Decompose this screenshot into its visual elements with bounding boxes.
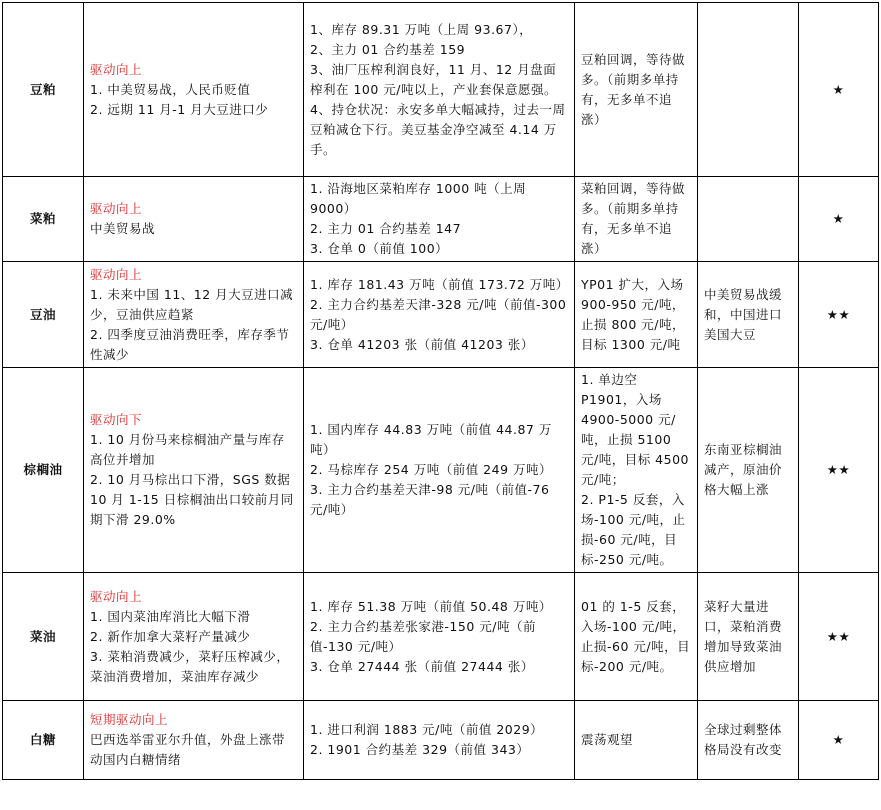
risk-cell (698, 573, 799, 701)
strategy-line: 豆粕回调，等待做多。（前期多单持有，无多单不追涨） (581, 51, 686, 127)
star-rating: ★★ (799, 573, 879, 701)
data-line: 2. 1901 合约基差 329（前值 343） (310, 742, 530, 757)
data-cell (304, 573, 575, 701)
strategy-line: 01 的 1-5 反套，入场-100 元/吨，止损-60 元/吨，目标-200 元/吨。 (581, 598, 691, 674)
strategy-cell (575, 573, 698, 701)
data-line: 2. 马棕库存 254 万吨（前值 249 万吨） (310, 462, 553, 477)
strategy-line: 菜粕回调，等待做多。（前期多单持有，无多单不追涨） (581, 181, 686, 256)
table-row (3, 262, 879, 368)
data-cell (304, 3, 575, 177)
risk-cell (698, 701, 799, 780)
strategy-cell (575, 368, 698, 573)
star-rating: ★ (799, 701, 879, 780)
commodity-name: 豆油 (3, 262, 84, 368)
star-rating: ★ (799, 177, 879, 262)
driver-line: 2. 远期 11 月-1 月大豆进口少 (90, 101, 269, 117)
driver-line: 1. 国内菜油库消比大幅下滑 (90, 608, 251, 624)
driver-cell (84, 3, 304, 177)
driver-line: 巴西选举雷亚尔升值，外盘上涨带动国内白糖情绪 (90, 732, 286, 767)
strategy-line: 1. 单边空 P1901，入场 4900-5000 元/吨，止损 5100 元/吨，目标 4500 元/吨； (581, 372, 689, 487)
driver-cell (84, 262, 304, 368)
risk-line: 菜籽大量进口，菜粕消费增加导致菜油供应增加 (704, 598, 783, 674)
star-rating: ★ (799, 3, 879, 177)
data-cell (304, 368, 575, 573)
driver-line: 1. 中美贸易战，人民币贬值 (90, 81, 251, 97)
commodity-name: 菜油 (3, 573, 84, 701)
risk-cell (698, 177, 799, 262)
risk-cell (698, 368, 799, 573)
strategy-line: 震荡观望 (581, 732, 634, 747)
driver-line: 1. 未来中国 11、12 月大豆进口减少，豆油供应趋紧 (90, 286, 294, 322)
data-line: 1. 进口利润 1883 元/吨（前值 2029） (310, 722, 544, 737)
data-line: 1. 库存 181.43 万吨（前值 173.72 万吨） (310, 276, 569, 292)
commodity-name: 豆粕 (3, 3, 84, 177)
drive-direction: 驱动向上 (90, 588, 143, 604)
strategy-cell (575, 3, 698, 177)
data-line: 1. 库存 51.38 万吨（前值 50.48 万吨） (310, 598, 552, 614)
data-line: 2. 主力合约基差天津-328 元/吨（前值-300 元/吨） (310, 296, 567, 332)
driver-line: 中美贸易战 (90, 221, 156, 236)
commodity-strategy-table (2, 2, 879, 780)
strategy-cell (575, 177, 698, 262)
data-line: 2、主力 01 合约基差 159 (310, 41, 466, 57)
driver-line: 2. 10 月马棕出口下滑，SGS 数据 10 月 1-15 日棕榈油出口较前月同期下滑 29.0% (90, 472, 294, 527)
table-row (3, 368, 879, 573)
table-row (3, 701, 879, 780)
risk-line: 全球过剩整体格局没有改变 (704, 722, 783, 757)
drive-direction: 驱动向上 (90, 266, 143, 282)
risk-cell (698, 3, 799, 177)
driver-line: 3. 菜粕消费减少，菜籽压榨减少，菜油消费增加，菜油库存减少 (90, 648, 290, 684)
data-line: 3、油厂压榨利润良好，11 月、12 月盘面榨利在 100 元/吨以上，产业套保意愿强。 (310, 61, 558, 97)
drive-direction: 短期驱动向上 (90, 712, 169, 727)
table-row (3, 3, 879, 177)
data-cell (304, 177, 575, 262)
star-rating: ★★ (799, 368, 879, 573)
drive-direction: 驱动向上 (90, 61, 143, 77)
data-line: 2. 主力 01 合约基差 147 (310, 221, 462, 236)
table-row (3, 573, 879, 701)
driver-line: 1. 10 月份马来棕榈油产量与库存高位并增加 (90, 432, 285, 467)
data-cell (304, 701, 575, 780)
star-rating: ★★ (799, 262, 879, 368)
risk-cell (698, 262, 799, 368)
data-line: 3. 主力合约基差天津-98 元/吨（前值-76 元/吨） (310, 482, 550, 517)
driver-line: 2. 四季度豆油消费旺季，库存季节性减少 (90, 326, 290, 362)
commodity-name: 菜粕 (3, 177, 84, 262)
data-cell (304, 262, 575, 368)
driver-cell (84, 368, 304, 573)
data-line: 2. 主力合约基差张家港-150 元/吨（前值-130 元/吨） (310, 618, 536, 654)
driver-cell (84, 177, 304, 262)
commodity-name: 白糖 (3, 701, 84, 780)
strategy-line: YP01 扩大，入场 900-950 元/吨，止损 800 元/吨，目标 1300 元/吨 (581, 276, 686, 352)
driver-cell (84, 701, 304, 780)
data-line: 3. 仓单 27444 张（前值 27444 张） (310, 658, 534, 674)
risk-line: 中美贸易战缓和，中国进口美国大豆 (704, 286, 783, 342)
commodity-name: 棕榈油 (3, 368, 84, 573)
drive-direction: 驱动向上 (90, 201, 143, 216)
strategy-cell (575, 701, 698, 780)
strategy-line: 2. P1-5 反套，入场-100 元/吨，止损-60 元/吨，目标-250 元/吨。 (581, 492, 686, 567)
data-line: 3. 仓单 0（前值 100） (310, 241, 449, 256)
strategy-cell (575, 262, 698, 368)
data-line: 3. 仓单 41203 张（前值 41203 张） (310, 336, 534, 352)
data-line: 1、库存 89.31 万吨（上周 93.67）， (310, 21, 533, 37)
table-row (3, 177, 879, 262)
drive-direction: 驱动向下 (90, 412, 143, 427)
driver-cell (84, 573, 304, 701)
driver-line: 2. 新作加拿大菜籽产量减少 (90, 628, 251, 644)
data-line: 1. 沿海地区菜粕库存 1000 吨（上周 9000） (310, 181, 527, 216)
data-line: 4、持仓状况：永安多单大幅减持，过去一周豆粕减仓下行。美豆基金净空减至 4.14 万手。 (310, 101, 566, 157)
risk-line: 东南亚棕榈油减产，原油价格大幅上涨 (704, 442, 783, 497)
data-line: 1. 国内库存 44.83 万吨（前值 44.87 万吨） (310, 422, 552, 457)
